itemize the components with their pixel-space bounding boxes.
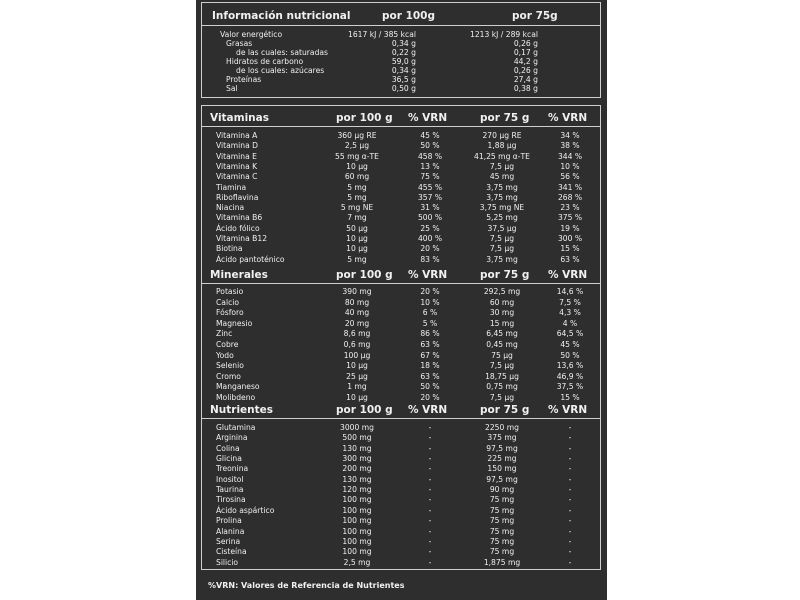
nutrientes-row xyxy=(202,443,600,454)
nutrient-name: Calcio xyxy=(216,297,239,307)
vrn-per-75g: - xyxy=(568,505,572,515)
value-per-100g: 130 mg xyxy=(342,474,372,484)
col-per-100g-header: por 100 g xyxy=(336,112,393,124)
col-vrn-100g-header: % VRN xyxy=(408,269,448,281)
value-per-75g: 0,26 g xyxy=(513,66,538,75)
value-per-100g: 10 μg xyxy=(346,361,368,371)
nutrient-name: Prolina xyxy=(216,516,242,526)
minerales-title: Minerales xyxy=(210,269,268,281)
value-per-100g: 40 mg xyxy=(344,308,370,318)
nutrient-name: Cobre xyxy=(216,340,239,349)
value-per-75g: 75 mg xyxy=(489,536,515,546)
value-per-100g: 25 μg xyxy=(346,371,368,381)
value-per-100g: 50 μg xyxy=(346,223,368,233)
vrn-per-75g: 14,6 % xyxy=(556,287,584,296)
value-per-100g: 7 mg xyxy=(347,213,367,223)
nutrientes-row xyxy=(202,432,600,443)
nutrient-name: Molibdeno xyxy=(216,393,256,402)
vrn-per-100g: - xyxy=(428,526,432,536)
value-per-75g: 97,5 mg xyxy=(486,474,518,484)
minerales-row xyxy=(202,371,600,382)
nutrient-name: Riboflavina xyxy=(216,192,259,202)
nutrientes-row xyxy=(202,474,600,485)
vitaminas-row xyxy=(202,254,600,265)
value-per-75g: 0,26 g xyxy=(513,39,538,48)
value-per-100g: 0,6 mg xyxy=(343,340,371,349)
nutrient-name: Tirosina xyxy=(216,495,246,505)
nutrient-name: Colina xyxy=(216,443,240,453)
value-per-75g: 75 mg xyxy=(489,547,515,557)
value-per-100g: 100 mg xyxy=(342,547,372,557)
vrn-per-100g: 50 % xyxy=(420,141,440,151)
nutrient-name: Proteínas xyxy=(226,75,262,84)
col-per-100g-header: por 100 g xyxy=(336,404,393,416)
value-per-75g: 30 mg xyxy=(489,308,515,318)
value-per-100g: 5 mg xyxy=(347,254,367,264)
value-per-100g: 3000 mg xyxy=(340,423,374,432)
nutrient-name: Grasas xyxy=(226,39,253,48)
vrn-per-75g: 64,5 % xyxy=(556,329,584,339)
col-vrn-75g-header: % VRN xyxy=(548,269,588,281)
vrn-per-100g: 357 % xyxy=(417,192,443,202)
value-per-100g: 10 μg xyxy=(346,234,368,243)
vrn-per-100g: 13 % xyxy=(420,161,440,171)
divider xyxy=(202,283,600,284)
value-per-75g: 18,75 μg xyxy=(485,371,519,381)
value-per-75g: 7,5 μg xyxy=(489,244,515,254)
value-per-100g: 1617 kJ / 385 kcal xyxy=(347,30,416,39)
nutrient-name: Glutamina xyxy=(216,423,256,432)
info-col1-header: por 100g xyxy=(382,10,435,22)
value-per-75g: 6,45 mg xyxy=(486,329,518,339)
minerales-row xyxy=(202,339,600,350)
value-per-75g: 7,5 μg xyxy=(489,393,515,402)
minerales-row xyxy=(202,328,600,339)
value-per-100g: 55 mg α-TE xyxy=(335,151,379,161)
value-per-75g: 44,2 g xyxy=(513,57,538,66)
vrn-per-75g: 50 % xyxy=(560,350,580,360)
nutrientes-row xyxy=(202,494,600,505)
value-per-100g: 2,5 mg xyxy=(343,557,371,567)
vrn-per-100g: 86 % xyxy=(420,329,440,339)
col-per-75g-header: por 75 g xyxy=(480,269,530,281)
vrn-per-100g: 10 % xyxy=(420,297,440,307)
col-vrn-100g-header: % VRN xyxy=(408,404,448,416)
nutrient-name: Cromo xyxy=(216,371,241,381)
vrn-per-75g: 45 % xyxy=(560,340,580,349)
nutrient-name: Cisteína xyxy=(216,547,247,557)
vrn-per-100g: 500 % xyxy=(417,213,443,223)
nutrient-name: Vitamina B6 xyxy=(216,213,263,223)
value-per-75g: 75 mg xyxy=(489,505,515,515)
vrn-per-100g: - xyxy=(428,433,432,443)
vrn-per-100g: 458 % xyxy=(417,151,443,161)
col-per-75g-header: por 75 g xyxy=(480,404,530,416)
vrn-per-75g: 268 % xyxy=(557,192,583,202)
nutrientes-row xyxy=(202,515,600,526)
value-per-75g: 0,45 mg xyxy=(486,340,518,349)
value-per-75g: 7,5 μg xyxy=(489,161,515,171)
value-per-100g: 200 mg xyxy=(342,464,372,474)
vrn-per-75g: 63 % xyxy=(560,254,580,264)
nutrient-name: Vitamina E xyxy=(216,151,257,161)
minerales-row xyxy=(202,381,600,392)
nutrientes-row xyxy=(202,546,600,557)
vrn-per-100g: - xyxy=(428,547,432,557)
vrn-per-75g: 38 % xyxy=(560,141,580,151)
vrn-per-75g: 300 % xyxy=(557,234,583,243)
nutrient-name: Vitamina A xyxy=(216,131,258,140)
value-per-75g: 3,75 mg xyxy=(486,254,518,264)
vitaminas-title: Vitaminas xyxy=(210,112,269,124)
vrn-per-75g: - xyxy=(568,526,572,536)
vrn-per-75g: - xyxy=(568,474,572,484)
info-row xyxy=(202,83,600,94)
nutrient-name: Zinc xyxy=(216,329,233,339)
nutrient-name: Ácido pantoténico xyxy=(216,254,285,264)
nutrientes-row xyxy=(202,484,600,495)
nutrientes-row xyxy=(202,536,600,547)
vrn-per-100g: - xyxy=(428,495,432,505)
minerales-row xyxy=(202,360,600,371)
minerales-row xyxy=(202,286,600,297)
nutrient-name: Treonina xyxy=(216,464,249,474)
value-per-75g: 1,88 μg xyxy=(487,141,517,151)
value-per-75g: 45 mg xyxy=(489,172,515,182)
value-per-100g: 80 mg xyxy=(344,297,370,307)
vrn-per-100g: 67 % xyxy=(420,350,440,360)
value-per-100g: 59,0 g xyxy=(391,57,416,66)
value-per-100g: 0,50 g xyxy=(391,84,416,93)
value-per-75g: 97,5 mg xyxy=(486,443,518,453)
vrn-per-75g: 4,3 % xyxy=(559,308,581,318)
col-vrn-75g-header: % VRN xyxy=(548,404,588,416)
vrn-per-75g: - xyxy=(568,443,572,453)
value-per-100g: 5 mg NE xyxy=(340,203,374,213)
value-per-75g: 375 mg xyxy=(487,433,517,443)
value-per-75g: 2250 mg xyxy=(485,423,519,432)
nutrientes-title: Nutrientes xyxy=(210,404,274,416)
value-per-75g: 75 μg xyxy=(491,350,513,360)
value-per-75g: 5,25 mg xyxy=(486,213,518,223)
value-per-100g: 100 μg xyxy=(343,350,371,360)
nutrient-name: Ácido fólico xyxy=(216,223,260,233)
value-per-75g: 1213 kJ / 289 kcal xyxy=(469,30,538,39)
vrn-per-100g: - xyxy=(428,454,432,464)
value-per-100g: 130 mg xyxy=(342,443,372,453)
nutrient-name: Magnesio xyxy=(216,318,253,328)
nutrient-name: Vitamina K xyxy=(216,161,258,171)
vrn-per-75g: 46,9 % xyxy=(556,371,584,381)
col-per-75g-header: por 75 g xyxy=(480,112,530,124)
vrn-per-75g: - xyxy=(568,423,572,432)
value-per-75g: 7,5 μg xyxy=(489,361,515,371)
info-title: Información nutricional xyxy=(212,10,351,22)
vrn-per-75g: - xyxy=(568,536,572,546)
vrn-per-75g: 341 % xyxy=(557,182,583,192)
value-per-100g: 100 mg xyxy=(342,505,372,515)
value-per-75g: 292,5 mg xyxy=(483,287,521,296)
vrn-per-100g: - xyxy=(428,464,432,474)
vitamins-minerals-table xyxy=(201,105,601,570)
vrn-per-100g: - xyxy=(428,423,432,432)
vrn-per-100g: - xyxy=(428,474,432,484)
value-per-100g: 120 mg xyxy=(342,485,372,495)
nutrient-name: Niacina xyxy=(216,203,245,213)
nutrient-name: Vitamina B12 xyxy=(216,234,268,243)
vrn-per-75g: 56 % xyxy=(560,172,580,182)
divider xyxy=(202,418,600,419)
vrn-per-100g: 18 % xyxy=(420,361,440,371)
nutrient-name: Selenio xyxy=(216,361,244,371)
nutrient-name: Vitamina C xyxy=(216,172,258,182)
col-per-100g-header: por 100 g xyxy=(336,269,393,281)
nutrient-name: Potasio xyxy=(216,287,244,296)
nutrientes-row xyxy=(202,526,600,537)
nutrient-name: Biotina xyxy=(216,244,243,254)
vrn-per-75g: 4 % xyxy=(562,318,578,328)
vrn-per-75g: 10 % xyxy=(560,161,580,171)
nutrient-name: Glicina xyxy=(216,454,242,464)
vrn-per-100g: 75 % xyxy=(420,172,440,182)
vrn-per-75g: 37,5 % xyxy=(556,382,584,392)
vrn-per-100g: 20 % xyxy=(420,244,440,254)
divider xyxy=(202,25,600,26)
minerales-row xyxy=(202,307,600,318)
col-vrn-100g-header: % VRN xyxy=(408,112,448,124)
value-per-100g: 500 mg xyxy=(342,433,372,443)
value-per-100g: 60 mg xyxy=(344,172,370,182)
vrn-per-100g: 20 % xyxy=(420,287,440,296)
value-per-100g: 0,34 g xyxy=(391,66,416,75)
vrn-per-100g: 25 % xyxy=(420,223,440,233)
vrn-per-100g: 20 % xyxy=(420,393,440,402)
nutrient-name: Ácido aspártico xyxy=(216,505,275,515)
vrn-per-75g: - xyxy=(568,485,572,495)
nutrient-name: Sal xyxy=(226,84,238,93)
vrn-per-75g: - xyxy=(568,495,572,505)
vrn-per-100g: - xyxy=(428,505,432,515)
nutrientes-header-row xyxy=(202,403,600,417)
vrn-per-100g: - xyxy=(428,557,432,567)
vrn-per-75g: 7,5 % xyxy=(559,297,581,307)
vrn-per-100g: 6 % xyxy=(422,308,438,318)
value-per-75g: 75 mg xyxy=(489,495,515,505)
value-per-75g: 3,75 mg xyxy=(486,182,518,192)
value-per-75g: 0,75 mg xyxy=(486,382,518,392)
vrn-per-100g: - xyxy=(428,536,432,546)
vitaminas-header-row xyxy=(202,111,600,125)
value-per-100g: 5 mg xyxy=(347,192,367,202)
value-per-100g: 100 mg xyxy=(342,536,372,546)
vrn-per-75g: 15 % xyxy=(560,244,580,254)
value-per-75g: 0,17 g xyxy=(513,48,538,57)
nutrient-name: Arginina xyxy=(216,433,248,443)
value-per-100g: 100 mg xyxy=(342,495,372,505)
value-per-100g: 1 mg xyxy=(347,382,367,392)
nutrition-label xyxy=(196,0,607,600)
nutrient-name: Serina xyxy=(216,536,241,546)
nutrient-name: Hidratos de carbono xyxy=(226,57,304,66)
value-per-75g: 150 mg xyxy=(487,464,517,474)
value-per-100g: 2,5 μg xyxy=(344,141,370,151)
value-per-75g: 75 mg xyxy=(489,516,515,526)
value-per-100g: 8,6 mg xyxy=(343,329,371,339)
value-per-75g: 3,75 mg xyxy=(486,192,518,202)
value-per-100g: 5 mg xyxy=(347,182,367,192)
value-per-75g: 41,25 mg α-TE xyxy=(474,151,530,161)
nutrientes-row xyxy=(202,505,600,516)
vrn-per-100g: 45 % xyxy=(420,131,440,140)
value-per-100g: 10 μg xyxy=(346,161,368,171)
nutrient-name: Tiamina xyxy=(216,182,247,192)
nutrient-name: Vitamina D xyxy=(216,141,259,151)
value-per-75g: 7,5 μg xyxy=(489,234,515,243)
minerales-row xyxy=(202,350,600,361)
nutrient-name: Silicio xyxy=(216,557,239,567)
vrn-per-75g: - xyxy=(568,433,572,443)
vrn-per-100g: - xyxy=(428,443,432,453)
nutrientes-row xyxy=(202,463,600,474)
col-vrn-75g-header: % VRN xyxy=(548,112,588,124)
vrn-per-100g: 50 % xyxy=(420,382,440,392)
value-per-100g: 0,34 g xyxy=(391,39,416,48)
vrn-per-100g: 63 % xyxy=(420,340,440,349)
nutrientes-row xyxy=(202,422,600,433)
vrn-per-75g: - xyxy=(568,454,572,464)
nutrient-name: Alanina xyxy=(216,526,245,536)
nutrient-name: Fósforo xyxy=(216,308,244,318)
footnote: %VRN: Valores de Referencia de Nutrientes xyxy=(208,581,405,590)
value-per-75g: 15 mg xyxy=(489,318,515,328)
value-per-100g: 390 mg xyxy=(342,287,372,296)
value-per-100g: 10 μg xyxy=(346,244,368,254)
value-per-100g: 20 mg xyxy=(344,318,370,328)
value-per-100g: 100 mg xyxy=(342,516,372,526)
nutrient-name: Yodo xyxy=(216,350,234,360)
value-per-100g: 36,5 g xyxy=(391,75,416,84)
value-per-100g: 10 μg xyxy=(346,393,368,402)
vrn-per-75g: 13,6 % xyxy=(556,361,584,371)
value-per-75g: 0,38 g xyxy=(513,84,538,93)
value-per-100g: 100 mg xyxy=(342,526,372,536)
info-col2-header: por 75g xyxy=(512,10,558,22)
vrn-per-75g: 15 % xyxy=(560,393,580,402)
vrn-per-75g: 23 % xyxy=(560,203,580,213)
value-per-75g: 60 mg xyxy=(489,297,515,307)
minerales-row xyxy=(202,318,600,329)
vrn-per-100g: 400 % xyxy=(417,234,443,243)
info-header-row xyxy=(202,9,600,23)
vrn-per-100g: 31 % xyxy=(420,203,440,213)
value-per-75g: 225 mg xyxy=(487,454,517,464)
vrn-per-75g: - xyxy=(568,557,572,567)
nutrientes-row xyxy=(202,453,600,464)
vrn-per-100g: 63 % xyxy=(420,371,440,381)
nutrient-name: Inositol xyxy=(216,474,244,484)
nutrition-info-table xyxy=(201,2,601,98)
minerales-header-row xyxy=(202,268,600,282)
vrn-per-75g: - xyxy=(568,547,572,557)
nutrient-name: Manganeso xyxy=(216,382,260,392)
value-per-75g: 90 mg xyxy=(489,485,515,495)
value-per-75g: 27,4 g xyxy=(513,75,538,84)
vrn-per-100g: 83 % xyxy=(420,254,440,264)
nutrient-name: de las cuales: saturadas xyxy=(236,48,328,57)
vrn-per-75g: - xyxy=(568,464,572,474)
value-per-75g: 270 μg RE xyxy=(482,131,522,140)
minerales-row xyxy=(202,297,600,308)
value-per-100g: 300 mg xyxy=(342,454,372,464)
value-per-75g: 3,75 mg NE xyxy=(479,203,525,213)
vrn-per-75g: 34 % xyxy=(560,131,580,140)
vrn-per-75g: 375 % xyxy=(557,213,583,223)
vrn-per-100g: 455 % xyxy=(417,182,443,192)
nutrient-name: Valor energético xyxy=(220,30,283,39)
vrn-per-100g: - xyxy=(428,516,432,526)
value-per-100g: 0,22 g xyxy=(391,48,416,57)
vrn-per-75g: - xyxy=(568,516,572,526)
vrn-per-100g: 5 % xyxy=(422,318,438,328)
value-per-75g: 1,875 mg xyxy=(483,557,521,567)
minerales-row xyxy=(202,392,600,403)
nutrient-name: de los cuales: azúcares xyxy=(236,66,325,75)
vrn-per-75g: 344 % xyxy=(557,151,583,161)
divider xyxy=(202,126,600,127)
value-per-75g: 75 mg xyxy=(489,526,515,536)
vrn-per-100g: - xyxy=(428,485,432,495)
vrn-per-75g: 19 % xyxy=(560,223,580,233)
nutrient-name: Taurina xyxy=(216,485,244,495)
nutrientes-row xyxy=(202,557,600,568)
value-per-100g: 360 μg RE xyxy=(337,131,377,140)
value-per-75g: 37,5 μg xyxy=(487,223,517,233)
